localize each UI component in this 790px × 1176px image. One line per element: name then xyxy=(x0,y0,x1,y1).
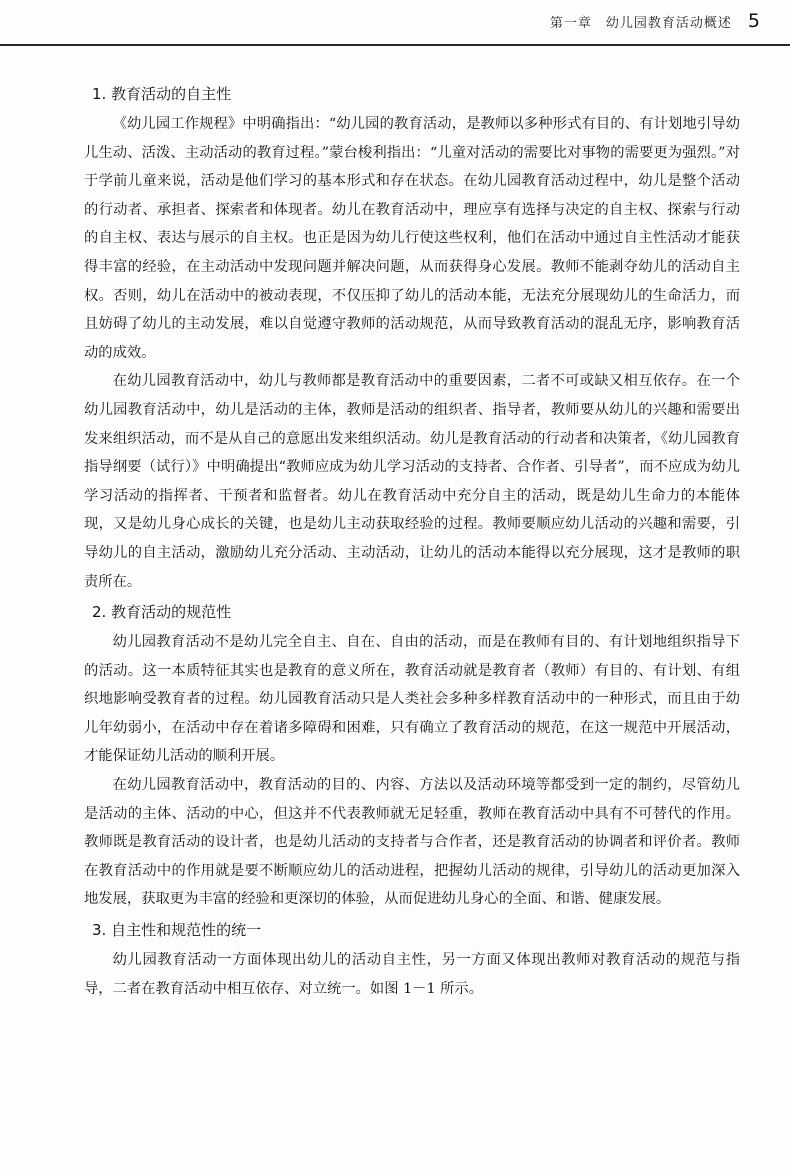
page-number: 5 xyxy=(747,10,760,32)
section-heading-autonomy: 1. 教育活动的自主性 xyxy=(92,85,232,103)
paragraph: 在幼儿园教育活动中，幼儿与教师都是教育活动中的重要因素，二者不可或缺又相互依存。在一个幼儿园教育活动中，幼儿是活动的主体，教师是活动的组织者、指导者，教师要从幼儿的兴趣和需要出发来组织活动，而不是从自己的意愿出发来组织活动。幼儿是教育活动的行动者和决策者，《幼儿园教育指导纲要（试行）》中明确提出“教师应成为幼儿学习活动的支持者、合作者、引导者”，而不应成为幼儿学习活动的指挥者、干预者和监督者。幼儿在教育活动中充分自主的活动，既是幼儿生命力的本能体现，又是幼儿身心成长的关键，也是幼儿主动获取经验的过程。教师要顺应幼儿活动的兴趣和需要，引导幼儿的自主活动，激励幼儿充分活动、主动活动，让幼儿的活动本能得以充分展现，这才是教师的职责所在。 xyxy=(84,373,740,590)
paragraph: 幼儿园教育活动一方面体现出幼儿的活动自主性，另一方面又体现出教师对教育活动的规范与指导，二者在教育活动中相互依存、对立统一。如图 1－1 所示。 xyxy=(84,952,740,997)
section-heading-unity: 3. 自主性和规范性的统一 xyxy=(92,921,262,940)
body-text xyxy=(84,78,740,1003)
header-divider xyxy=(0,44,790,46)
section-heading-normativity: 2. 教育活动的规范性 xyxy=(92,603,232,622)
paragraph: 幼儿园教育活动不是幼儿完全自主、自在、自由的活动，而是在教师有目的、有计划地组织指导下的活动。这一本质特征其实也是教育的意义所在，教育活动就是教育者（教师）有目的、有计划、有组织地影响受教育者的过程。幼儿园教育活动只是人类社会多种多样教育活动中的一种形式，而且由于幼儿年幼弱小，在活动中存在着诸多障碍和困难，只有确立了教育活动的规范，在这一规范中开展活动，才能保证幼儿活动的顺利开展。 xyxy=(84,634,740,765)
paragraph: 《幼儿园工作规程》中明确指出：“幼儿园的教育活动，是教师以多种形式有目的、有计划地引导幼儿生动、活泼、主动活动的教育过程。”蒙台梭利指出：“儿童对活动的需要比对事物的需要更为强烈。”对于学前儿童来说，活动是他们学习的基本形式和存在状态。在幼儿园教育活动过程中，幼儿是整个活动的行动者、承担者、探索者和体现者。幼儿在教育活动中，理应享有选择与决定的自主权、探索与行动的自主权、表达与展示的自主权。也正是因为幼儿行使这些权利，他们在活动中通过自主性活动才能获得丰富的经验，在主动活动中发现问题并解决问题，从而获得身心发展。教师不能剥夺幼儿的活动自主权。否则，幼儿在活动中的被动表现，不仅压抑了幼儿的活动本能，无法充分展现幼儿的生命活力，而且妨碍了幼儿的主动发展，难以自觉遵守教师的活动规范，从而导致教育活动的混乱无序，影响教育活动的成效。 xyxy=(84,116,740,361)
chapter-title: 第一章 幼儿园教育活动概述 xyxy=(549,16,732,31)
running-header xyxy=(550,10,760,32)
paragraph: 在幼儿园教育活动中，教育活动的目的、内容、方法以及活动环境等都受到一定的制约，尽管幼儿是活动的主体、活动的中心，但这并不代表教师就无足轻重，教师在教育活动中具有不可替代的作用。教师既是教育活动的设计者，也是幼儿活动的支持者与合作者，还是教育活动的协调者和评价者。教师在教育活动中的作用就是要不断顺应幼儿的活动进程，把握幼儿活动的规律，引导幼儿的活动更加深入地发展，获取更为丰富的经验和更深切的体验，从而促进幼儿身心的全面、和谐、健康发展。 xyxy=(84,777,740,908)
